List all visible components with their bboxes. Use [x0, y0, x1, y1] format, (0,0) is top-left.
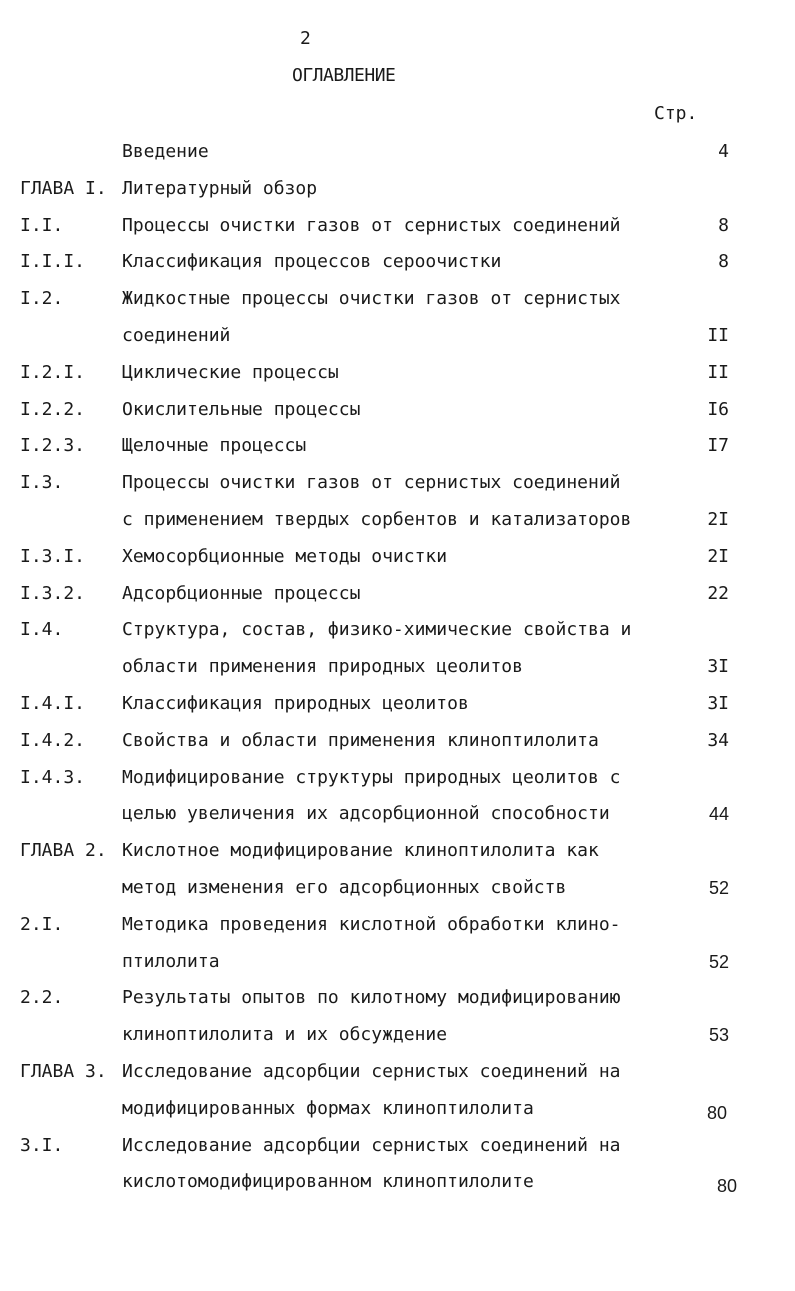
toc-entry-page: 52: [708, 951, 729, 972]
toc-line: [0, 177, 795, 201]
toc-entry-text: Литературный обзор: [122, 177, 318, 199]
toc-entry-text: Исследование адсорбции сернистых соединений на: [122, 1134, 621, 1156]
toc-line: [0, 802, 795, 826]
toc-entry-number: ГЛАВА I.: [20, 177, 107, 199]
toc-entry-text: Окислительные процессы: [122, 398, 361, 420]
toc-line: [0, 839, 795, 863]
toc-entry-page: I7: [707, 435, 729, 457]
page-title: ОГЛАВЛЕНИЕ: [292, 65, 396, 86]
toc-entry-page: 2I: [707, 509, 729, 530]
toc-entry-text: Структура, состав, физико-химические свойства и: [122, 619, 632, 641]
toc-entry-text: Процессы очистки газов от сернистых соединений: [122, 472, 621, 494]
toc-entry-number: I.I.: [20, 214, 64, 236]
page-number: 2: [300, 28, 311, 49]
toc-line: [0, 324, 795, 348]
toc-entry-text: кислотомодифицированном клиноптилолите: [122, 1171, 534, 1193]
toc-entry-text: Классификация процессов сероочистки: [122, 251, 502, 273]
toc-line: [0, 545, 795, 569]
toc-entry-text: соединений: [122, 325, 231, 346]
toc-line: [0, 655, 795, 679]
toc-entry-text: Кислотное модифицирование клиноптилолита как: [122, 840, 599, 862]
toc-entry-text: Процессы очистки газов от сернистых соединений: [122, 214, 621, 236]
toc-entry-text: метод изменения его адсорбционных свойств: [122, 877, 567, 898]
toc-entry-page: 34: [707, 729, 729, 751]
toc-entry-number: ГЛАВА 2.: [20, 840, 107, 862]
toc-line: [0, 1023, 795, 1047]
toc-line: [0, 140, 795, 164]
toc-line: [0, 1134, 795, 1158]
toc-line: [0, 508, 795, 532]
toc-entry-page: 2I: [707, 545, 729, 567]
toc-entry-text: Щелочные процессы: [122, 435, 307, 457]
page-column-label: Стр.: [654, 103, 698, 124]
toc-line: [0, 1097, 795, 1121]
toc-entry-number: I.2.2.: [20, 398, 86, 420]
toc-line: [0, 729, 795, 753]
toc-line: [0, 1060, 795, 1084]
toc-entry-number: ГЛАВА 3.: [20, 1061, 107, 1082]
toc-entry-number: I.3.I.: [20, 545, 86, 567]
toc-entry-page: 80: [716, 1176, 737, 1197]
toc-line: [0, 950, 795, 974]
toc-entry-number: I.3.2.: [20, 582, 86, 604]
toc-entry-text: Адсорбционные процессы: [122, 582, 361, 604]
toc-entry-text: птилолита: [122, 950, 220, 972]
toc-entry-page: 53: [708, 1025, 729, 1046]
toc-entry-number: I.4.: [20, 619, 64, 641]
toc-line: [0, 582, 795, 606]
toc-entry-number: I.4.3.: [20, 766, 86, 788]
toc-line: [0, 1170, 795, 1197]
toc-line: [0, 986, 795, 1010]
toc-line: [0, 766, 795, 790]
toc-line: [0, 913, 795, 937]
toc-entry-text: Введение: [122, 141, 209, 162]
toc-line: [0, 361, 795, 385]
toc-line: [0, 434, 795, 458]
toc-entry-text: Модифицирование структуры природных цеолитов с: [122, 766, 621, 788]
toc-entry-page: 3I: [707, 656, 729, 678]
toc-line: [0, 287, 795, 311]
toc-entry-page: 80: [706, 1102, 727, 1123]
toc-entry-page: I6: [707, 398, 729, 420]
toc-line: [0, 398, 795, 422]
toc-line: [0, 618, 795, 642]
toc-line: [0, 692, 795, 716]
toc-entry-text: Свойства и области применения клиноптилолита: [122, 729, 599, 751]
toc-entry-text: модифицированных формах клиноптилолита: [122, 1097, 534, 1119]
toc-line: [0, 471, 795, 495]
toc-entry-text: Методика проведения кислотной обработки клино-: [122, 913, 621, 935]
toc-entry-text: Исследование адсорбции сернистых соединений на: [122, 1061, 621, 1082]
toc-entry-text: Классификация природных цеолитов: [122, 693, 469, 714]
toc-entry-text: Хемосорбционные методы очистки: [122, 545, 448, 567]
toc-entry-page: II: [707, 361, 729, 383]
toc-line: [0, 876, 795, 900]
toc-entry-page: II: [707, 325, 729, 346]
toc-entry-number: I.2.: [20, 288, 64, 310]
toc-entry-number: I.I.I.: [20, 251, 86, 273]
toc-entry-text: Жидкостные процессы очистки газов от сернистых: [122, 288, 621, 310]
toc-entry-number: I.4.2.: [20, 729, 86, 751]
toc-entry-page: 4: [718, 141, 729, 162]
toc-entry-text: с применением твердых сорбентов и катализаторов: [122, 509, 632, 530]
toc-line: [0, 250, 795, 274]
toc-entry-number: 2.I.: [20, 913, 64, 935]
toc-entry-page: 8: [718, 214, 729, 236]
toc-entry-number: 2.2.: [20, 987, 64, 1009]
toc-entry-text: целью увеличения их адсорбционной способности: [122, 803, 610, 825]
toc-entry-text: Результаты опытов по килотному модифицированию: [122, 987, 621, 1009]
toc-entry-number: I.2.I.: [20, 361, 86, 383]
toc-line: [0, 214, 795, 238]
toc-entry-page: 44: [708, 804, 729, 825]
toc-entry-text: клиноптилолита и их обсуждение: [122, 1024, 448, 1046]
toc-entry-number: I.4.I.: [20, 693, 86, 714]
toc-entry-page: 22: [707, 582, 729, 604]
toc-entry-text: области применения природных цеолитов: [122, 656, 523, 678]
toc-entry-page: 3I: [707, 693, 729, 714]
toc-entry-page: 8: [718, 251, 729, 273]
toc-entry-number: 3.I.: [20, 1134, 64, 1156]
toc-entry-number: I.2.3.: [20, 435, 86, 457]
toc-entry-number: I.3.: [20, 472, 64, 494]
toc-entry-page: 52: [708, 878, 729, 898]
toc-entry-text: Циклические процессы: [122, 361, 339, 383]
